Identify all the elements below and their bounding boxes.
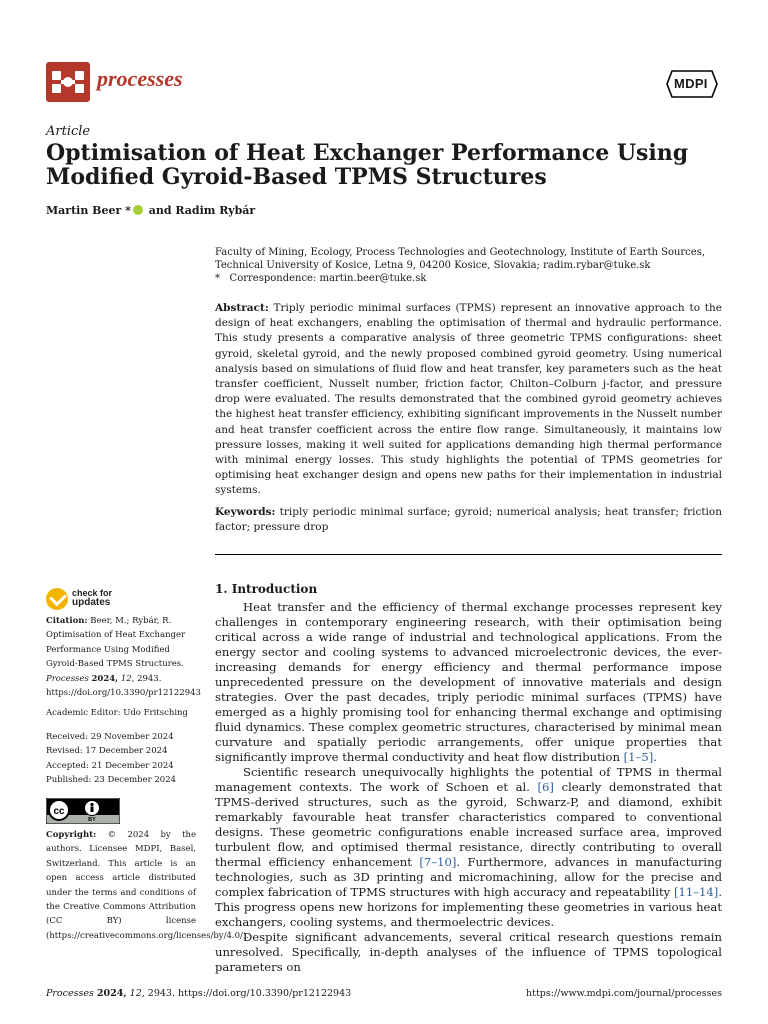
corresponding-mark: * xyxy=(125,204,131,217)
paragraph-text: Scientific research unequivocally highlights the potential of TPMS in thermal management contexts. The work of Schoen et al. xyxy=(215,765,722,794)
copyright-block xyxy=(46,828,249,943)
journal-name: processes xyxy=(97,66,183,91)
paragraph xyxy=(215,600,722,765)
keywords-text: triply periodic minimal surface; gyroid; numerical analysis; heat transfer; friction factor; pressure drop xyxy=(215,506,722,534)
correspondence xyxy=(215,272,725,285)
footer-volume: 12, xyxy=(129,988,145,999)
citation-label: Citation: xyxy=(46,616,88,626)
footer-citation xyxy=(46,988,351,999)
affiliation: Faculty of Mining, Ecology, Process Technologies and Geotechnology, Institute of Earth Sources, Technical University of Kosice, Letna 9, 04200 Kosice, Slovakia; radim.rybar@tuke.sk xyxy=(215,247,706,271)
paragraph-text: . xyxy=(653,750,657,764)
article-type: Article xyxy=(46,124,91,139)
affiliation-block xyxy=(215,246,725,285)
author-name[interactable]: Radim Rybár xyxy=(175,204,256,217)
article-title: Optimisation of Heat Exchanger Performance Using Modified Gyroid-Based TPMS Structures xyxy=(46,140,689,190)
reference-link[interactable]: [6] xyxy=(537,780,554,794)
citation-block xyxy=(46,614,201,700)
reference-link[interactable]: [1–5] xyxy=(623,750,654,764)
mdpi-logo xyxy=(666,70,718,102)
svg-text:cc: cc xyxy=(53,806,65,817)
section-divider xyxy=(215,554,722,555)
check-for-updates-button[interactable] xyxy=(46,587,166,611)
footer-doi-link[interactable]: 2943. https://doi.org/10.3390/pr12122943 xyxy=(147,988,352,999)
check-line: check for xyxy=(72,588,113,598)
paragraph-text: Heat transfer and the efficiency of thermal exchange processes represent key challenges in contemporary engineering research, with their optimisation being critical across a wide range of industrial and technological applications. From the energy sector and cooling systems to advanced microelectronic devices, the ever-increasing demands for energy efficiency and thermal performance impose unprecedented pressure on the development of innovative materials and design strategies. Over the past decades, triply periodic minimal surfaces (TPMS) have emerged as a highly promising tool for enhancing thermal exchange and optimising fluid dynamics. These complex geometric structures, characterised by minimal mean curvature and spatially periodic arrangements, offer unique properties that significantly improve thermal conductivity and heat flow distribution xyxy=(215,600,722,764)
check-updates-icon xyxy=(46,588,68,610)
footer-journal-url[interactable]: https://www.mdpi.com/journal/processes xyxy=(526,988,722,999)
reference-link[interactable]: [11–14] xyxy=(673,885,719,899)
keywords xyxy=(215,505,722,535)
citation-text: Beer, M.; Rybár, R. Optimisation of Heat Exchanger Performance Using Modified Gyroid-Based TPMS Structures. xyxy=(46,616,186,670)
citation-volume: 12, xyxy=(120,673,135,684)
dates-block xyxy=(46,730,196,788)
cc-by-license-badge[interactable] xyxy=(46,798,120,824)
orcid-icon[interactable] xyxy=(133,205,143,215)
date-published: Published: 23 December 2024 xyxy=(46,775,177,786)
date-accepted: Accepted: 21 December 2024 xyxy=(46,760,174,771)
author-list xyxy=(46,204,255,217)
author-name[interactable]: Martin Beer xyxy=(46,204,122,217)
citation-year: 2024, xyxy=(91,673,119,684)
correspondence-text: Correspondence: martin.beer@tuke.sk xyxy=(229,273,427,284)
abstract-label: Abstract: xyxy=(215,302,269,314)
paragraph xyxy=(215,930,722,975)
copyright-text: © 2024 by the authors. Licensee MDPI, Basel, Switzerland. This article is an open access article distributed under the terms and conditions of the Creative Commons Attribution (CC BY) license (https://creativecommons.org/licenses/by/4.0/). xyxy=(46,830,249,941)
publisher-name: MDPI xyxy=(674,76,708,91)
citation-journal: Processes xyxy=(46,673,89,684)
abstract xyxy=(215,301,722,499)
date-received: Received: 29 November 2024 xyxy=(46,732,174,742)
keywords-label: Keywords: xyxy=(215,506,276,518)
paragraph-text: Despite significant advancements, several critical research questions remain unresolved. Specifically, in-depth analyses of the influence of TPMS topological parameters on xyxy=(215,930,722,974)
footer-year: 2024, xyxy=(96,988,127,999)
copyright-label: Copyright: xyxy=(46,830,97,840)
paragraph-text: . Furthermore, advances in manufacturing technologies, such as 3D printing and micromachining, allow for the precise and complex fabrication of TPMS structures with high accuracy and repeatability xyxy=(215,855,722,899)
correspondence-mark: * xyxy=(215,273,220,284)
cc-label: BY xyxy=(88,817,96,823)
author-separator: and xyxy=(148,204,172,217)
body-text xyxy=(215,600,722,975)
citation-doi-link[interactable]: 2943. https://doi.org/10.3390/pr12122943 xyxy=(46,673,201,699)
journal-logo-icon xyxy=(46,62,90,102)
paragraph xyxy=(215,765,722,930)
paragraph-text: . This progress opens new horizons for implementing these geometries in various heat exchangers, cooling systems, and thermoelectric devices. xyxy=(215,885,723,929)
paragraph-text: clearly demonstrated that TPMS-derived structures, such as the gyroid, Schwarz-P, and diamond, exhibit remarkably favourable heat transfer characteristics compared to conventional designs. These geometric configurations enable increased surface area, improved turbulent flow, and optimised thermal resistance, directly contributing to overall thermal efficiency enhancement xyxy=(215,780,722,869)
reference-link[interactable]: [7–10] xyxy=(419,855,457,869)
section-heading: 1. Introduction xyxy=(215,582,318,596)
academic-editor: Academic Editor: Udo Fritsching xyxy=(46,708,188,718)
date-revised: Revised: 17 December 2024 xyxy=(46,746,168,757)
footer-journal: Processes xyxy=(46,988,94,999)
check-line: updates xyxy=(72,597,111,608)
abstract-text: Triply periodic minimal surfaces (TPMS) represent an innovative approach to the design of heat exchangers, enabling the optimisation of thermal and hydraulic performance. This study presents a comparative analysis of three geometric TPMS configurations: sheet gyroid, skeletal gyroid, and the newly proposed combined gyroid geometry. Using numerical analysis based on simulations of fluid flow and heat transfer, key parameters such as the heat transfer coefficient, Nusselt number, friction factor, Chilton–Colburn j-factor, and pressure drop were evaluated. The results demonstrated that the combined gyroid geometry achieves the highest heat transfer efficiency, exhibiting significant improvements in the Nusselt number and heat transfer coefficient across the entire flow range. Simultaneously, it maintains low pressure losses, making it well suited for applications demanding high thermal performance with minimal energy losses. This study highlights the potential of TPMS geometries for optimising heat exchanger design and opens new paths for their implementation in industrial systems. xyxy=(215,302,723,497)
